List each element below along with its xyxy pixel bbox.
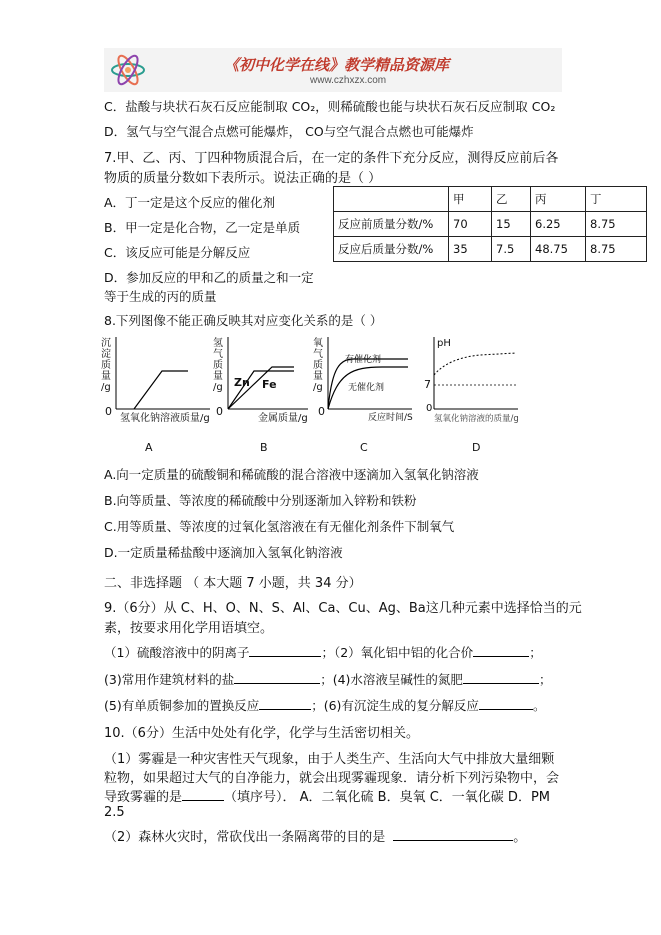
answer-blank[interactable] [479, 697, 533, 710]
q7-option-b: B．甲一定是化合物，乙一定是单质 [104, 220, 301, 235]
q10-p1-line2: 粒物，如果超过大气的自净能力，就会出现雾霾现象．请分析下列污染物中，会 [104, 771, 560, 786]
answer-blank[interactable] [249, 644, 321, 657]
graph-c-xlabel: 反应时间/S [368, 413, 413, 423]
graph-b-series-fe: Fe [262, 378, 277, 391]
section-heading: 二、非选择题 （ 本大题 7 小题，共 34 分） [104, 576, 362, 591]
q7-option-a: A．丁一定是这个反应的催化剂 [104, 195, 276, 210]
q10-p2: （2）森林火灾时，常砍伐出一条隔离带的目的是 。 [104, 830, 527, 845]
q7-line2: 物质的质量分数如下表所示。说法正确的是（ ） [104, 171, 382, 186]
q10-p1-line4: 2.5 [104, 805, 125, 820]
graph-a-ylabel: 沉 淀 质 量 /g [101, 338, 111, 393]
answer-blank[interactable] [234, 671, 320, 684]
q9-line2: 素，按要求用化学用语填空。 [104, 621, 274, 636]
graph-c-series-catalyst: 有催化剂 [345, 355, 382, 365]
graph-a-caption: A [145, 441, 153, 454]
graph-d-ylabel: pH [437, 338, 451, 349]
q8-option-a: A.向一定质量的硫酸铜和稀硫酸的混合溶液中逐滴加入氢氧化钠溶液 [104, 467, 479, 482]
table-cell: 48.75 [531, 237, 586, 262]
graph-a-xlabel: 氢氧化钠溶液质量/g [120, 413, 210, 424]
table-cell: 70 [449, 212, 492, 237]
precipitate-curve [134, 371, 188, 409]
q9-item1-label: （1）硫酸溶液中的阴离子 [104, 645, 250, 660]
table-cell: 反应后质量分数/% [334, 237, 449, 262]
answer-blank[interactable] [463, 671, 539, 684]
q9-row1: （1）硫酸溶液中的阴离子 ；（2）氧化铝中铝的化合价 ； [104, 645, 542, 660]
q8-stem: 8.下列图像不能正确反映其对应变化关系的是（ ） [104, 313, 383, 328]
q10-p1-line3: 导致雾霾的是 （填序号）． A．二氧化硫 B．臭氧 C．一氧化碳 D．PM [104, 790, 550, 805]
answer-blank[interactable] [259, 697, 311, 710]
table-cell: 丙 [531, 187, 586, 212]
q7-option-d: D．参加反应的甲和乙的质量之和一定 [104, 270, 314, 285]
header-banner [104, 48, 562, 92]
q9-line1: 9.（6分）从 C、H、O、N、S、Al、Ca、Cu、Ag、Ba这几种元素中选择恰当的元 [104, 601, 582, 616]
table-cell: 15 [492, 212, 531, 237]
table-row [334, 212, 647, 237]
q9-item5-label: (5)有单质铜参加的置换反应 [104, 698, 260, 713]
graph-c-series-no-catalyst: 无催化剂 [348, 383, 385, 393]
q9-item6-label: ；(6)有沉淀生成的复分解反应 [311, 698, 479, 713]
table-cell: 35 [449, 237, 492, 262]
option-d-line: D．氢气与空气混合点燃可能爆炸， CO与空气混合点燃也可能爆炸 [104, 124, 474, 139]
graph-d-origin: 0 [426, 403, 433, 414]
atom-logo-icon [108, 50, 148, 90]
table-header-row [334, 187, 647, 212]
graph-b-series-zn: Zn [234, 376, 250, 389]
mass-fraction-table [333, 186, 647, 262]
graph-b-xlabel: 金属质量/g [258, 413, 308, 424]
graph-d-xlabel: 氢氧化钠溶液的质量/g [434, 414, 519, 424]
table-row [334, 237, 647, 262]
graph-c-ylabel: 氧 气 质 量 /g [313, 338, 323, 393]
q10-p1-line1: （1）雾霾是一种灾害性天气现象，由于人类生产、生活向大气中排放大量细颗 [104, 752, 555, 767]
table-cell: 8.75 [586, 212, 647, 237]
q7-option-c: C．该反应可能是分解反应 [104, 245, 251, 260]
table-cell: 8.75 [586, 237, 647, 262]
graph-d-tick7: 7 [424, 378, 431, 391]
q9-row3: (5)有单质铜参加的置换反应 ；(6)有沉淀生成的复分解反应 。 [104, 698, 546, 713]
table-cell [334, 187, 449, 212]
q9-row2: (3)常用作建筑材料的盐 ；(4)水溶液呈碱性的氮肥 ； [104, 672, 552, 687]
q9-item3-label: (3)常用作建筑材料的盐 [104, 672, 235, 687]
table-cell: 7.5 [492, 237, 531, 262]
q7-line1: 7.甲、乙、丙、丁四种物质混合后，在一定的条件下充分反应，测得反应前后各 [104, 151, 559, 166]
graph-b-origin: 0 [216, 405, 223, 418]
graph-a-origin: 0 [105, 405, 112, 418]
graph-b-ylabel: 氢 气 质 量 /g [213, 338, 223, 393]
graph-b-caption: B [260, 441, 268, 454]
table-cell: 乙 [492, 187, 531, 212]
answer-blank[interactable] [473, 644, 529, 657]
q8-option-b: B.向等质量、等浓度的稀硫酸中分别逐渐加入锌粉和铁粉 [104, 493, 417, 508]
table-cell: 丁 [586, 187, 647, 212]
graph-d-caption: D [472, 441, 481, 454]
q8-option-c: C.用等质量、等浓度的过氧化氢溶液在有无催化剂条件下制氧气 [104, 519, 455, 534]
ph-curve [434, 353, 516, 375]
table-cell: 6.25 [531, 212, 586, 237]
graph-c-caption: C [360, 441, 368, 454]
answer-blank[interactable] [393, 828, 513, 841]
q10-stem: 10.（6分）生活中处处有化学，化学与生活密切相关。 [104, 726, 419, 741]
banner-url: www.czhxzx.com [310, 75, 387, 86]
table-cell: 反应前质量分数/% [334, 212, 449, 237]
q7-option-d-cont: 等于生成的丙的质量 [104, 289, 217, 304]
banner-title: 《初中化学在线》教学精品资源库 [224, 56, 450, 74]
q8-option-d: D.一定质量稀盐酸中逐滴加入氢氧化钠溶液 [104, 545, 343, 560]
q9-item2-label: ；（2）氧化铝中铝的化合价 [321, 645, 474, 660]
option-c-line: C．盐酸与块状石灰石反应能制取 CO₂，则稀硫酸也能与块状石灰石反应制取 CO₂ [104, 99, 556, 114]
q9-item4-label: ；(4)水溶液呈碱性的氮肥 [320, 672, 463, 687]
table-cell: 甲 [449, 187, 492, 212]
graph-c-origin: 0 [318, 405, 325, 418]
answer-blank[interactable] [182, 788, 224, 801]
